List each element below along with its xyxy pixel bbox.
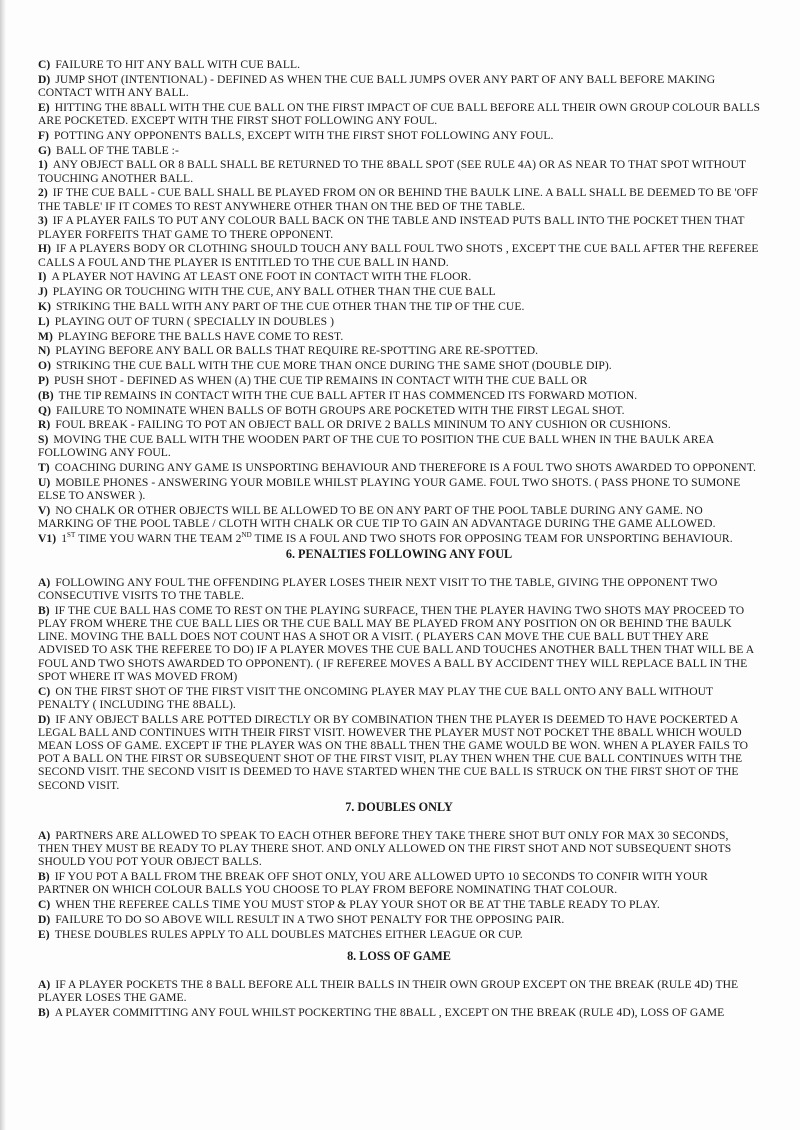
- rule-e: E) HITTING THE 8BALL WITH THE CUE BALL ON THE FIRST IMPACT OF CUE BALL BEFORE ALL THEIR OWN GROUP COLOUR BALLS ARE POCKETED. EXCEPT WITH THE FIRST SHOT FOLLOWING ANY FOUL.: [38, 100, 760, 127]
- rule-f: F) POTTING ANY OPPONENTS BALLS, EXCEPT WITH THE FIRST SHOT FOLLOWING ANY FOUL.: [38, 128, 554, 142]
- section-heading: 7. DOUBLES ONLY: [345, 799, 453, 814]
- rule-h: H) IF A PLAYERS BODY OR CLOTHING SHOULD TOUCH ANY BALL FOUL TWO SHOTS , EXCEPT THE CUE BALL AFTER THE REFEREE CALLS A FOUL AND THE PLAYER IS ENTITLED TO THE CUE BALL IN HAND.: [38, 242, 759, 269]
- rule-m: M) PLAYING BEFORE THE BALLS HAVE COME TO REST.: [38, 329, 344, 343]
- section-item: B) IF YOU POT A BALL FROM THE BREAK OFF SHOT ONLY, YOU ARE ALLOWED UPTO 10 SECONDS TO CONFIR WITH YOUR PARTNER ON WHICH COLOUR BALLS YOU CHOOSE TO PLAY FROM BEFORE NOMINATING THAT COLOUR.: [38, 869, 708, 897]
- section-heading: 8. LOSS OF GAME: [347, 948, 451, 963]
- section-item: D) FAILURE TO DO SO ABOVE WILL RESULT IN A TWO SHOT PENALTY FOR THE OPPOSING PAIR.: [38, 912, 565, 926]
- section-loss-of-game: [38, 949, 760, 1019]
- section-item: C) WHEN THE REFEREE CALLS TIME YOU MUST STOP & PLAY YOUR SHOT OR BE AT THE TABLE READY TO PLAY.: [38, 897, 660, 911]
- section-item: A) IF A PLAYER POCKETS THE 8 BALL BEFORE ALL THEIR BALLS IN THEIR OWN GROUP EXCEPT ON THE BREAK (RULE 4D) THE PLAYER LOSES THE GAME.: [38, 977, 739, 1004]
- rule-v1: V1) 1ST TIME YOU WARN THE TEAM 2ND TIME IS A FOUL AND TWO SHOTS FOR OPPOSING TEAM FOR UNSPORTING BEHAVIOUR.: [38, 531, 733, 545]
- rule-i: I) A PLAYER NOT HAVING AT LEAST ONE FOOT IN CONTACT WITH THE FLOOR.: [38, 270, 472, 284]
- rule-g: G) BALL OF THE TABLE :-: [38, 143, 179, 157]
- rule-l: L) PLAYING OUT OF TURN ( SPECIALLY IN DOUBLES ): [38, 314, 335, 328]
- rule-t: T) COACHING DURING ANY GAME IS UNSPORTING BEHAVIOUR AND THEREFORE IS A FOUL TWO SHOTS AWARDED TO OPPONENT.: [38, 461, 756, 475]
- rule-d: D) JUMP SHOT (INTENTIONAL) - DEFINED AS WHEN THE CUE BALL JUMPS OVER ANY PART OF ANY BALL BEFORE MAKING CONTACT WITH ANY BALL.: [38, 72, 716, 99]
- section-doubles: [38, 800, 760, 941]
- section-item: A) PARTNERS ARE ALLOWED TO SPEAK TO EACH OTHER BEFORE THEY TAKE THERE SHOT BUT ONLY FOR MAX 30 SECONDS, THEN THEY MUST BE READY TO PLAY THERE SHOT. AND ONLY ALLOWED ON THE FIRST SHOT AND NOT SUBSEQUENT SHOTS SHOULD YOU POT YOUR OBJECT BALLS.: [38, 828, 732, 869]
- rules-list: [38, 58, 760, 545]
- rule-k: K) STRIKING THE BALL WITH ANY PART OF THE CUE OTHER THAN THE TIP OF THE CUE.: [38, 299, 525, 313]
- section-item: A) FOLLOWING ANY FOUL THE OFFENDING PLAYER LOSES THEIR NEXT VISIT TO THE TABLE, GIVING THE OPPONENT TWO CONSECUTIVE VISITS TO THE TABLE.: [38, 575, 718, 602]
- rule-j: J) PLAYING OR TOUCHING WITH THE CUE, ANY BALL OTHER THAN THE CUE BALL: [38, 285, 496, 299]
- rule-c: C) FAILURE TO HIT ANY BALL WITH CUE BALL.: [38, 58, 301, 71]
- rule-o: O) STRIKING THE CUE BALL WITH THE CUE MORE THAN ONCE DURING THE SAME SHOT (DOUBLE DIP).: [38, 359, 612, 373]
- rule-g-1: 1) ANY OBJECT BALL OR 8 BALL SHALL BE RETURNED TO THE 8BALL SPOT (SEE RULE 4A) OR AS NEAR TO THAT SPOT WITHOUT TOUCHING ANOTHER BALL.: [38, 158, 746, 185]
- rule-s: S) MOVING THE CUE BALL WITH THE WOODEN PART OF THE CUE TO POSITION THE CUE BALL WHEN IN THE BAULK AREA FOLLOWING ANY FOUL.: [38, 433, 714, 460]
- rule-p: P) PUSH SHOT - DEFINED AS WHEN (A) THE CUE TIP REMAINS IN CONTACT WITH THE CUE BALL OR: [38, 373, 588, 387]
- section-item: B) A PLAYER COMMITTING ANY FOUL WHILST POCKERTING THE 8BALL , EXCEPT ON THE BREAK (RULE 4D), LOSS OF GAME: [38, 1005, 725, 1019]
- rule-g-2: 2) IF THE CUE BALL - CUE BALL SHALL BE PLAYED FROM ON OR BEHIND THE BAULK LINE. A BALL SHALL BE DEEMED TO BE 'OFF THE TABLE' IF IT COMES TO REST ANYWHERE OTHER THAN ON THE BED OF THE TABLE.: [38, 186, 759, 213]
- rule-q: Q) FAILURE TO NOMINATE WHEN BALLS OF BOTH GROUPS ARE POCKETED WITH THE FIRST LEGAL SHOT.: [38, 403, 625, 417]
- section-item: C) ON THE FIRST SHOT OF THE FIRST VISIT THE ONCOMING PLAYER MAY PLAY THE CUE BALL ONTO ANY BALL WITHOUT PENALTY ( INCLUDING THE 8BALL).: [38, 684, 713, 711]
- rule-v: V) NO CHALK OR OTHER OBJECTS WILL BE ALLOWED TO BE ON ANY PART OF THE POOL TABLE DURING ANY GAME. NO MARKING OF THE POOL TABLE / CLOTH WITH CHALK OR CUE TIP TO GAIN AN ADVANTAGE DURING THE GAME ALLOWED.: [38, 503, 716, 531]
- section-heading: 6. PENALTIES FOLLOWING ANY FOUL: [285, 546, 513, 561]
- section-item: B) IF THE CUE BALL HAS COME TO REST ON THE PLAYING SURFACE, THEN THE PLAYER HAVING TWO SHOTS MAY PROCEED TO PLAY FROM WHERE THE CUE BALL LIES OR THE CUE BALL MAY BE PLAYED FROM ANY POSITION ON OR BEHIND THE BAULK LINE. MOVING THE BALL DOES NOT COUNT HAS A SHOT OR A VISIT. ( PLAYERS CAN MOVE THE CUE BALL BUT THEY ARE ADVISED TO ASK THE REFEREE TO DO) IF A PLAYER MOVES THE CUE BALL AND TOUCHES ANOTHER BALL THEN THAT WILL BE A FOUL AND TWO SHOTS AWARDED TO OPPONENT). ( IF REFEREE MOVES A BALL BY ACCIDENT THEY WILL REPLACE BALL IN THE SPOT WHERE IT WAS MOVED FROM): [38, 603, 754, 683]
- rule-u: U) MOBILE PHONES - ANSWERING YOUR MOBILE WHILST PLAYING YOUR GAME. FOUL TWO SHOTS. ( PASS PHONE TO SUMONE ELSE TO ANSWER ).: [38, 475, 741, 503]
- rule-g-3: 3) IF A PLAYER FAILS TO PUT ANY COLOUR BALL BACK ON THE TABLE AND INSTEAD PUTS BALL INTO THE POCKET THEN THAT PLAYER FORFEITS THAT GAME TO THERE OPPONENT.: [38, 214, 745, 241]
- rule-r: R) FOUL BREAK - FAILING TO POT AN OBJECT BALL OR DRIVE 2 BALLS MININUM TO ANY CUSHION OR CUSHIONS.: [38, 418, 671, 432]
- rule-n: N) PLAYING BEFORE ANY BALL OR BALLS THAT REQUIRE RE-SPOTTING ARE RE-SPOTTED.: [38, 344, 539, 358]
- rule-p-b: (B) THE TIP REMAINS IN CONTACT WITH THE CUE BALL AFTER IT HAS COMMENCED ITS FORWARD MOTION.: [38, 388, 638, 402]
- section-item: E) THESE DOUBLES RULES APPLY TO ALL DOUBLES MATCHES EITHER LEAGUE OR CUP.: [38, 927, 523, 941]
- section-item: D) IF ANY OBJECT BALLS ARE POTTED DIRECTLY OR BY COMBINATION THEN THE PLAYER IS DEEMED TO HAVE POCKERTED A LEGAL BALL AND CONTINUES WITH THEIR FIRST VISIT. HOWEVER THE PLAYER MUST NOT POCKET THE 8BALL WHICH WOULD MEAN LOSS OF GAME. EXCEPT IF THE PLAYER WAS ON THE 8BALL THEN THE GAME WOULD BE WON. WHEN A PLAYER FAILS TO POT A BALL ON THE FIRST OR SUBSEQUENT SHOT OF THE FIRST VISIT, PLAY THEN WHEN THE CUE BALL CONTINUES WITH THE SECOND VISIT. THE SECOND VISIT IS DEEMED TO HAVE STARTED WHEN THE CUE BALL IS STRUCK ON THE FIRST SHOT OF THE SECOND VISIT.: [38, 712, 749, 792]
- section-penalties: [38, 547, 760, 792]
